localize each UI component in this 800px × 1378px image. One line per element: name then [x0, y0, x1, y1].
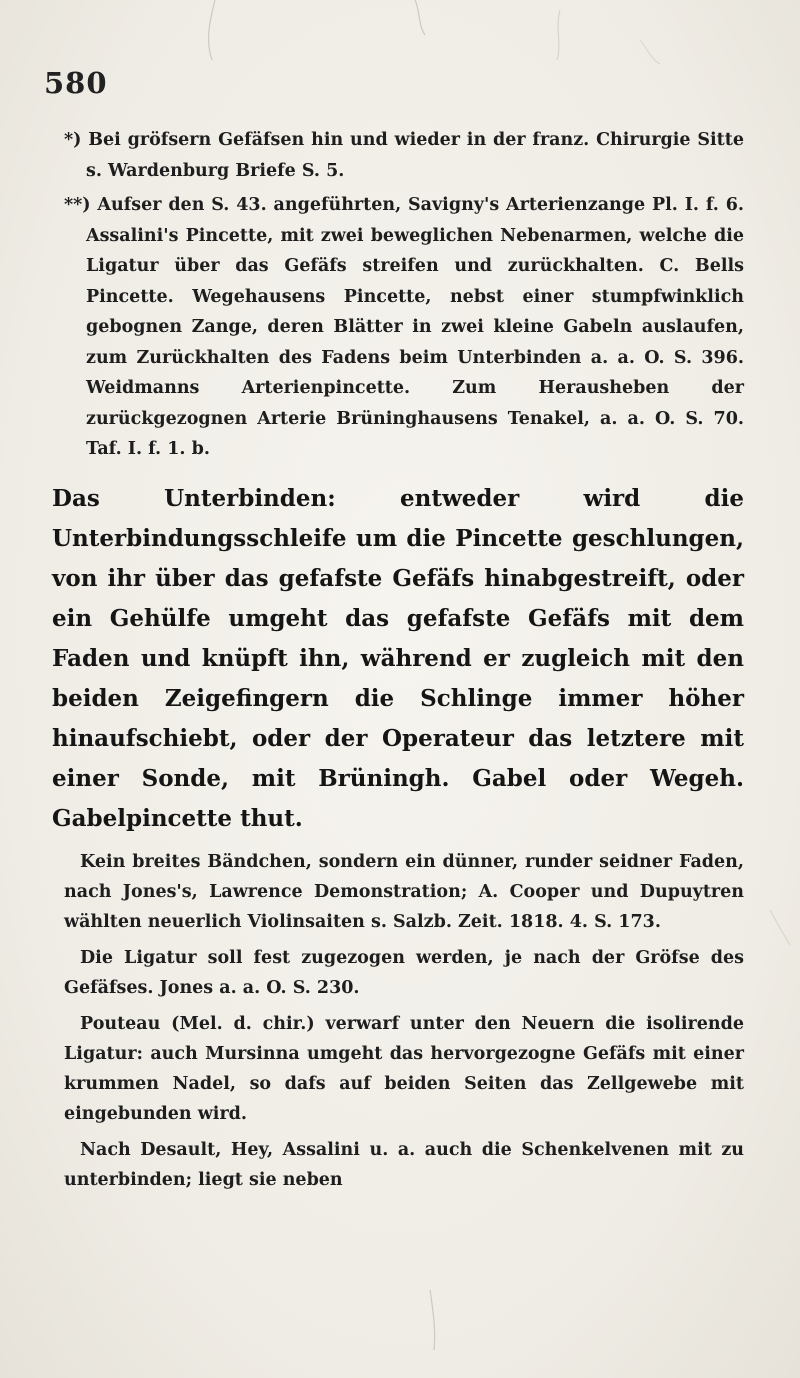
- paragraph-pouteau: Pouteau (Mel. d. chir.) verwarf unter den Neuern die isolirende Ligatur: auch Mursinna umgeht das hervorgezogne Gefäfs mit einer krummen Nadel, so dafs auf beiden Seiten das Zellgewebe mit eingebunden wird.: [64, 1013, 744, 1124]
- footnote-2: **) Aufser den S. 43. angeführten, Savigny's Arterienzange Pl. I. f. 6. Assalini's Pincette, mit zwei beweglichen Nebenarmen, welche die Ligatur über das Gefäfs streifen und zurückhalten. C. Bells Pincette. Wegehausens Pincette, nebst einer stumpfwinklich gebognen Zange, deren Blätter in zwei kleine Gabeln auslaufen, zum Zurückhalten des Fadens beim Unterbinden a. a. O. S. 396. Weidmanns Arterienpincette. Zum Herausheben der zurückgezognen Arterie Brüninghausens Tenakel, a. a. O. S. 70. Taf. I. f. 1. b.: [64, 195, 744, 459]
- page-content: [52, 125, 744, 1201]
- main-paragraph: Das Unterbinden: entweder wird die Unterbindungsschleife um die Pincette geschlungen, von ihr über das gefafste Gefäfs hinabgestreift, oder ein Gehülfe umgeht das gefafste Gefäfs mit dem Faden und knüpft ihn, während er zugleich mit den beiden Zeigefingern die Schlinge immer höher hinaufschiebt, oder der Operateur das letztere mit einer Sonde, mit Brüningh. Gabel oder Wegeh. Gabelpincette thut.: [52, 484, 744, 832]
- page-number: 580: [44, 66, 108, 100]
- paragraph-ligature: Die Ligatur soll fest zugezogen werden, je nach der Gröfse des Gefäfses. Jones a. a. O. S. 230.: [64, 947, 744, 998]
- paragraph-thread: Kein breites Bändchen, sondern ein dünner, runder seidner Faden, nach Jones's, Lawrence Demonstration; A. Cooper und Dupuytren wählten neuerlich Violinsaiten s. Salzb. Zeit. 1818. 4. S. 173.: [64, 851, 744, 932]
- footnote-1: *) Bei gröfsern Gefäfsen hin und wieder in der franz. Chirurgie Sitte s. Wardenburg Briefe S. 5.: [64, 130, 744, 181]
- paragraph-desault: Nach Desault, Hey, Assalini u. a. auch die Schenkelvenen mit zu unterbinden; liegt sie neben: [64, 1139, 744, 1190]
